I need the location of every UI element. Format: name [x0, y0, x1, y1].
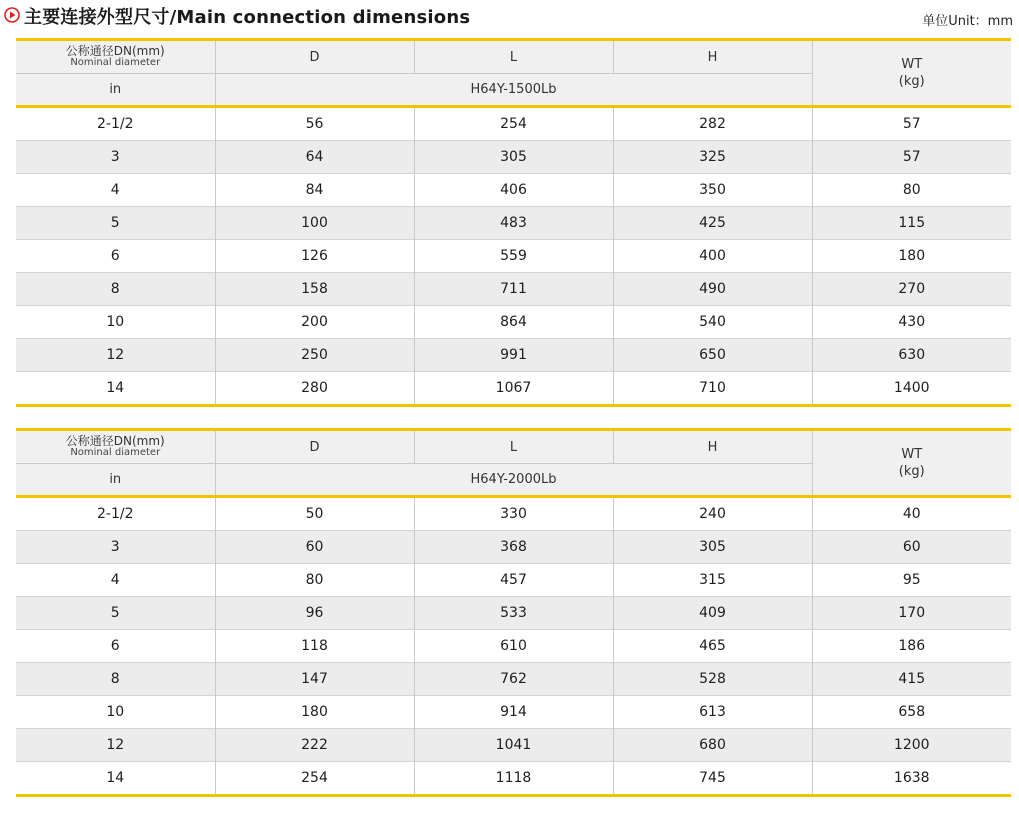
l-cell: 368: [414, 531, 613, 564]
wt-cell: 270: [812, 273, 1011, 306]
size-in-cell: 6: [16, 240, 215, 273]
d-cell: 60: [215, 531, 414, 564]
wt-cell: 658: [812, 696, 1011, 729]
wt-cell: 430: [812, 306, 1011, 339]
table-row: [16, 273, 1011, 306]
table-row: [16, 729, 1011, 762]
wt-cell: 95: [812, 564, 1011, 597]
size-in-cell: 8: [16, 273, 215, 306]
table-row: [16, 597, 1011, 630]
l-cell: 711: [414, 273, 613, 306]
l-cell: 254: [414, 107, 613, 141]
table-row: [16, 174, 1011, 207]
l-cell: 406: [414, 174, 613, 207]
h-cell: 315: [613, 564, 812, 597]
wt-cell: 1638: [812, 762, 1011, 796]
l-cell: 914: [414, 696, 613, 729]
table-row: [16, 531, 1011, 564]
table-row: [16, 630, 1011, 663]
wt-cell: 80: [812, 174, 1011, 207]
d-cell: 96: [215, 597, 414, 630]
h-cell: 680: [613, 729, 812, 762]
l-cell: 457: [414, 564, 613, 597]
l-cell: 559: [414, 240, 613, 273]
d-cell: 147: [215, 663, 414, 696]
nominal-diameter-header: 公称通径DN(mm) Nominal diameter: [16, 40, 215, 74]
h-cell: 400: [613, 240, 812, 273]
unit-label: 单位Unit：mm: [922, 14, 1013, 29]
table-row: [16, 207, 1011, 240]
d-cell: 56: [215, 107, 414, 141]
d-cell: 280: [215, 372, 414, 406]
l-cell: 483: [414, 207, 613, 240]
table-row: [16, 372, 1011, 406]
h-header: H: [613, 40, 812, 74]
size-in-cell: 4: [16, 564, 215, 597]
size-in-cell: 12: [16, 729, 215, 762]
size-in-cell: 8: [16, 663, 215, 696]
l-cell: 1041: [414, 729, 613, 762]
wt-cell: 180: [812, 240, 1011, 273]
h-cell: 650: [613, 339, 812, 372]
table-row: [16, 564, 1011, 597]
wt-cell: 57: [812, 107, 1011, 141]
d-cell: 180: [215, 696, 414, 729]
size-in-cell: 4: [16, 174, 215, 207]
h-header: H: [613, 430, 812, 464]
d-header: D: [215, 430, 414, 464]
l-cell: 1118: [414, 762, 613, 796]
size-in-cell: 3: [16, 531, 215, 564]
d-cell: 84: [215, 174, 414, 207]
h-cell: 745: [613, 762, 812, 796]
l-cell: 305: [414, 141, 613, 174]
l-cell: 991: [414, 339, 613, 372]
h-cell: 710: [613, 372, 812, 406]
l-cell: 864: [414, 306, 613, 339]
h-cell: 613: [613, 696, 812, 729]
table-row: [16, 306, 1011, 339]
play-circle-icon: [4, 7, 20, 23]
size-in-cell: 10: [16, 696, 215, 729]
dimensions-table-2000lb: [16, 428, 1011, 797]
table-row: [16, 696, 1011, 729]
size-in-cell: 3: [16, 141, 215, 174]
table-row: [16, 762, 1011, 796]
d-cell: 222: [215, 729, 414, 762]
nominal-diameter-header: 公称通径DN(mm) Nominal diameter: [16, 430, 215, 464]
table-row: [16, 141, 1011, 174]
table-row: [16, 663, 1011, 696]
wt-header: WT (kg): [812, 40, 1011, 107]
size-in-cell: 14: [16, 762, 215, 796]
d-cell: 100: [215, 207, 414, 240]
wt-cell: 630: [812, 339, 1011, 372]
l-cell: 330: [414, 497, 613, 531]
wt-cell: 1400: [812, 372, 1011, 406]
d-cell: 50: [215, 497, 414, 531]
l-cell: 762: [414, 663, 613, 696]
l-header: L: [414, 430, 613, 464]
wt-header: WT (kg): [812, 430, 1011, 497]
h-cell: 325: [613, 141, 812, 174]
table-row: [16, 497, 1011, 531]
size-in-cell: 14: [16, 372, 215, 406]
wt-cell: 1200: [812, 729, 1011, 762]
h-cell: 282: [613, 107, 812, 141]
table-row: [16, 339, 1011, 372]
d-cell: 200: [215, 306, 414, 339]
h-cell: 540: [613, 306, 812, 339]
size-in-cell: 12: [16, 339, 215, 372]
d-cell: 80: [215, 564, 414, 597]
size-in-cell: 10: [16, 306, 215, 339]
wt-cell: 60: [812, 531, 1011, 564]
d-cell: 158: [215, 273, 414, 306]
wt-cell: 115: [812, 207, 1011, 240]
section-header: [0, 0, 1019, 34]
size-in-cell: 2-1/2: [16, 497, 215, 531]
l-header: L: [414, 40, 613, 74]
wt-cell: 186: [812, 630, 1011, 663]
h-cell: 240: [613, 497, 812, 531]
h-cell: 528: [613, 663, 812, 696]
h-cell: 409: [613, 597, 812, 630]
d-cell: 254: [215, 762, 414, 796]
model-header: H64Y-2000Lb: [215, 464, 812, 497]
d-cell: 118: [215, 630, 414, 663]
size-in-cell: 5: [16, 207, 215, 240]
in-header: in: [16, 464, 215, 497]
h-cell: 490: [613, 273, 812, 306]
dimensions-table-1500lb: [16, 38, 1011, 407]
size-in-cell: 6: [16, 630, 215, 663]
d-cell: 64: [215, 141, 414, 174]
l-cell: 610: [414, 630, 613, 663]
d-header: D: [215, 40, 414, 74]
d-cell: 126: [215, 240, 414, 273]
size-in-cell: 5: [16, 597, 215, 630]
section-title: 主要连接外型尺寸/Main connection dimensions: [24, 7, 471, 28]
table-header-row: [16, 430, 1011, 464]
d-cell: 250: [215, 339, 414, 372]
h-cell: 465: [613, 630, 812, 663]
table-row: [16, 107, 1011, 141]
wt-cell: 170: [812, 597, 1011, 630]
wt-cell: 415: [812, 663, 1011, 696]
h-cell: 425: [613, 207, 812, 240]
h-cell: 305: [613, 531, 812, 564]
table-row: [16, 240, 1011, 273]
h-cell: 350: [613, 174, 812, 207]
l-cell: 533: [414, 597, 613, 630]
l-cell: 1067: [414, 372, 613, 406]
in-header: in: [16, 74, 215, 107]
wt-cell: 57: [812, 141, 1011, 174]
table-header-row: [16, 40, 1011, 74]
wt-cell: 40: [812, 497, 1011, 531]
model-header: H64Y-1500Lb: [215, 74, 812, 107]
size-in-cell: 2-1/2: [16, 107, 215, 141]
